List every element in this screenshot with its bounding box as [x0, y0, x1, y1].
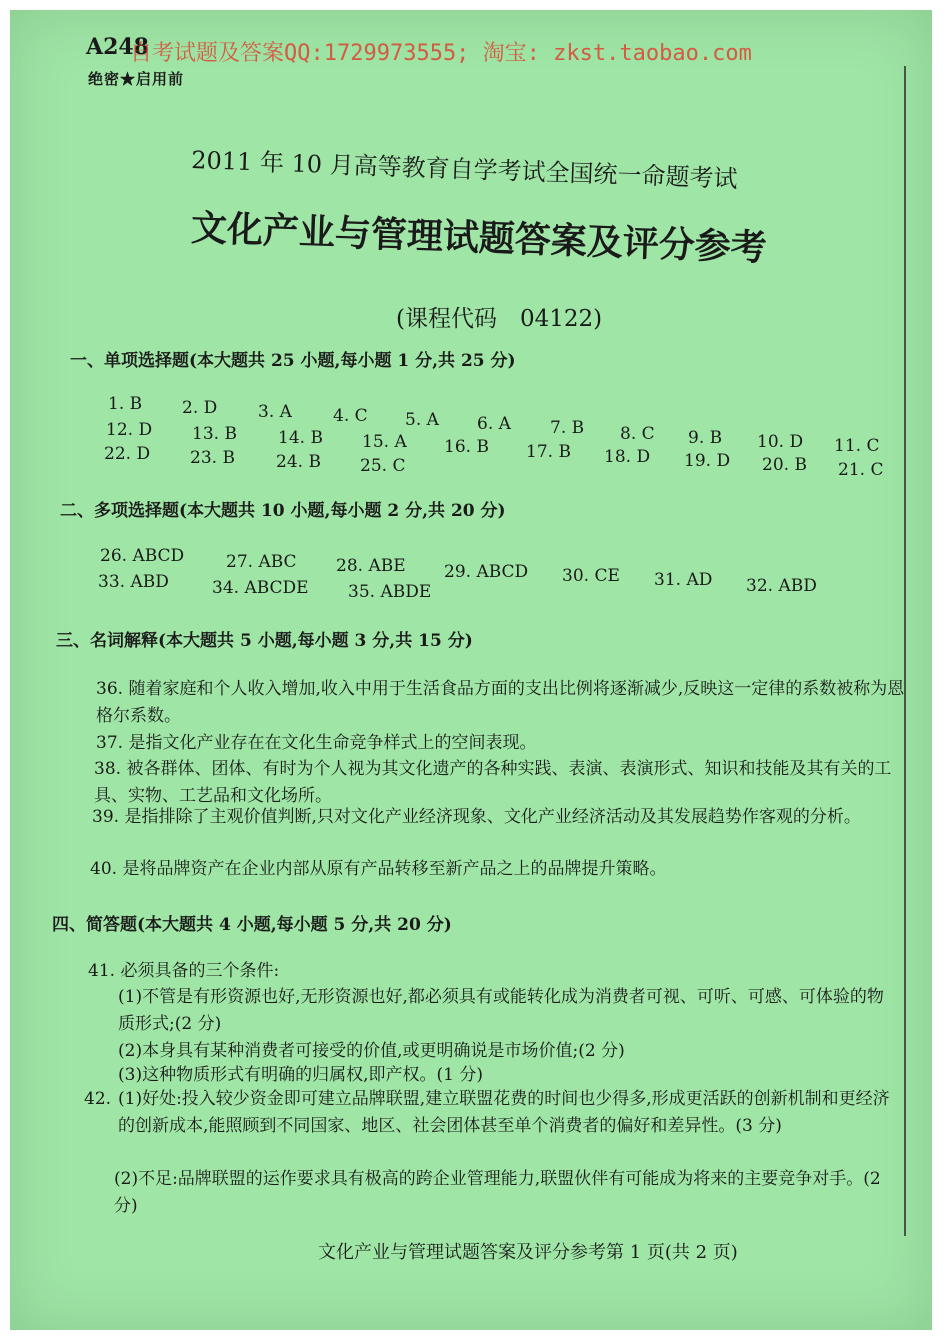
answer-item: 2. D	[182, 398, 218, 418]
question-42-number: 42.	[84, 1089, 112, 1109]
exam-title: 2011 年 10 月高等教育自学考试全国统一命题考试	[190, 145, 738, 194]
answer-item: 28. ABE	[336, 556, 406, 576]
definition-item: 37. 是指文化产业存在在文化生命竞争样式上的空间表现。	[96, 733, 537, 753]
answer-item: 12. D	[106, 420, 153, 440]
answer-item: 13. B	[192, 424, 237, 444]
answer-item: 8. C	[620, 424, 655, 444]
section-heading-multiple-choice: 二、多项选择题(本大题共 10 小题,每小题 2 分,共 20 分)	[60, 501, 506, 521]
answer-42-point-2: (2)不足:品牌联盟的运作要求具有极高的跨企业管理能力,联盟伙伴有可能成为将来的主要竞争对手。(2 分)	[114, 1169, 881, 1216]
answer-item: 32. ABD	[746, 576, 817, 596]
answer-41-point-3: (3)这种物质形式有明确的归属权,即产权。(1 分)	[118, 1065, 483, 1085]
section-heading-short-answer: 四、简答题(本大题共 4 小题,每小题 5 分,共 20 分)	[52, 915, 452, 935]
definition-item: 39. 是指排除了主观价值判断,只对文化产业经济现象、文化产业经济活动及其发展趋势作客观的分析。	[92, 807, 861, 827]
answer-item: 14. B	[278, 428, 323, 448]
answer-item: 35. ABDE	[348, 582, 432, 602]
answer-item: 30. CE	[562, 566, 620, 586]
answer-item: 26. ABCD	[100, 546, 185, 566]
answer-item: 27. ABC	[226, 552, 297, 572]
answer-item: 3. A	[258, 402, 292, 422]
answer-41-point-1: (1)不管是有形资源也好,无形资源也好,都必须具有或能转化成为消费者可视、可听、可感、可体验的物质形式;(2 分)	[118, 987, 884, 1034]
answer-item: 21. C	[838, 460, 884, 480]
answer-item: 17. B	[526, 442, 571, 462]
answer-item: 15. A	[362, 432, 407, 452]
answer-item: 18. D	[604, 447, 651, 467]
answer-item: 7. B	[550, 418, 585, 438]
answer-item: 9. B	[688, 428, 723, 448]
section-heading-single-choice: 一、单项选择题(本大题共 25 小题,每小题 1 分,共 25 分)	[70, 351, 516, 371]
answer-item: 5. A	[405, 410, 439, 430]
answer-item: 16. B	[444, 437, 489, 457]
secret-mark: 绝密★启用前	[88, 70, 185, 88]
answer-item: 20. B	[762, 455, 807, 475]
answer-item: 22. D	[104, 444, 151, 464]
main-title: 文化产业与管理试题答案及评分参考	[190, 206, 768, 270]
answer-item: 6. A	[477, 414, 511, 434]
watermark-text: 自考试题及答案QQ:1729973555; 淘宝: zkst.taobao.com	[130, 41, 752, 66]
answer-item: 23. B	[190, 448, 235, 468]
definition-item: 36. 随着家庭和个人收入增加,收入中用于生活食品方面的支出比例将逐渐减少,反映这一定律的系数被称为恩格尔系数。	[96, 679, 905, 726]
answer-42-point-1: (1)好处:投入较少资金即可建立品牌联盟,建立联盟花费的时间也少得多,形成更活跃的创新机制和更经济的创新成本,能照顾到不同国家、地区、社会团体甚至单个消费者的偏好和差异性。(3 分)	[118, 1089, 890, 1136]
answer-item: 31. AD	[654, 570, 713, 590]
answer-item: 4. C	[333, 406, 368, 426]
course-code: (课程代码 04122)	[396, 306, 603, 332]
answer-item: 25. C	[360, 456, 406, 476]
right-margin-line	[904, 66, 906, 1236]
question-41: 41. 必须具备的三个条件:	[88, 961, 280, 981]
answer-item: 24. B	[276, 452, 321, 472]
definition-item: 40. 是将品牌资产在企业内部从原有产品转移至新产品之上的品牌提升策略。	[90, 859, 667, 879]
page-footer: 文化产业与管理试题答案及评分参考第 1 页(共 2 页)	[318, 1242, 738, 1263]
answer-item: 1. B	[108, 394, 143, 414]
answer-item: 19. D	[684, 451, 731, 471]
answer-item: 33. ABD	[98, 572, 169, 592]
answer-item: 11. C	[834, 436, 880, 456]
definition-item: 38. 被各群体、团体、有时为个人视为其文化遗产的各种实践、表演、表演形式、知识和技能及其有关的工具、实物、工艺品和文化场所。	[94, 759, 892, 806]
answer-item: 29. ABCD	[444, 562, 529, 582]
section-heading-term-definitions: 三、名词解释(本大题共 5 小题,每小题 3 分,共 15 分)	[56, 631, 473, 651]
answer-item: 10. D	[757, 432, 804, 452]
answer-41-point-2: (2)本身具有某种消费者可接受的价值,或更明确说是市场价值;(2 分)	[118, 1041, 625, 1061]
paper-code: A248	[86, 34, 149, 60]
answer-item: 34. ABCDE	[212, 578, 309, 598]
